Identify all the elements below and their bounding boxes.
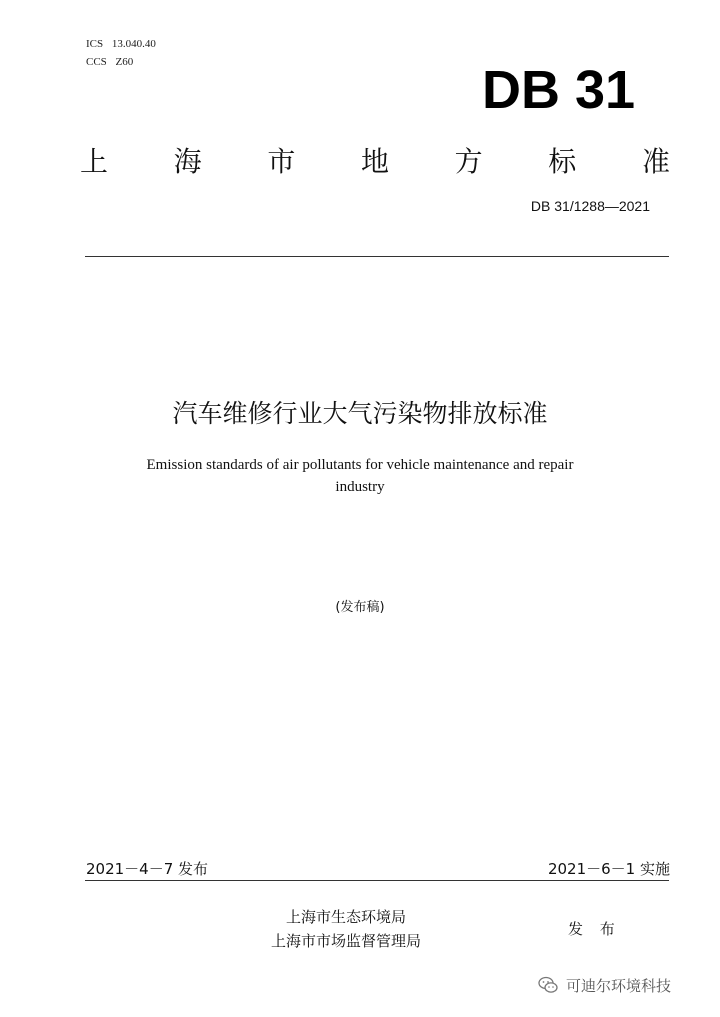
region-char: 海 xyxy=(173,145,202,178)
bottom-divider xyxy=(85,880,669,881)
issuer-line1: 上海市生态环境局 xyxy=(285,908,406,926)
db-logo xyxy=(482,62,642,118)
watermark-text: 可迪尔环境科技 xyxy=(566,976,672,995)
title-chinese: 汽车维修行业大气污染物排放标准 xyxy=(172,399,548,428)
title-english-line1: Emission standards of air pollutants for vehicle maintenance and repair xyxy=(146,457,574,473)
draft-note: (发布稿) xyxy=(335,600,385,615)
region-char: 地 xyxy=(360,145,389,178)
effective-date: 2021－6－1 实施 xyxy=(547,860,670,878)
wechat-icon xyxy=(538,975,558,995)
publish-action: 发 布 xyxy=(568,920,621,938)
top-divider xyxy=(85,256,669,257)
ccs-value: Z60 xyxy=(115,56,134,68)
region-char: 标 xyxy=(548,145,577,178)
ics-code xyxy=(86,38,156,50)
ccs-code xyxy=(86,56,133,68)
watermark xyxy=(538,974,671,996)
region-char: 市 xyxy=(267,145,296,178)
issuer-line2: 上海市市场监督管理局 xyxy=(270,932,421,950)
title-english-line2: industry xyxy=(335,479,385,495)
region-char: 方 xyxy=(454,145,483,178)
issue-date: 2021－4－7 发布 xyxy=(86,860,209,878)
ics-label: ICS xyxy=(86,38,104,50)
region-heading xyxy=(80,140,670,176)
standard-number: DB 31/1288—2021 xyxy=(530,198,650,214)
ics-value: 13.040.40 xyxy=(111,38,156,50)
ccs-label: CCS xyxy=(86,56,107,68)
region-char: 准 xyxy=(641,145,670,178)
db-logo-text: DB 31 xyxy=(482,60,636,120)
title-english xyxy=(120,454,600,498)
region-char: 上 xyxy=(80,145,109,178)
